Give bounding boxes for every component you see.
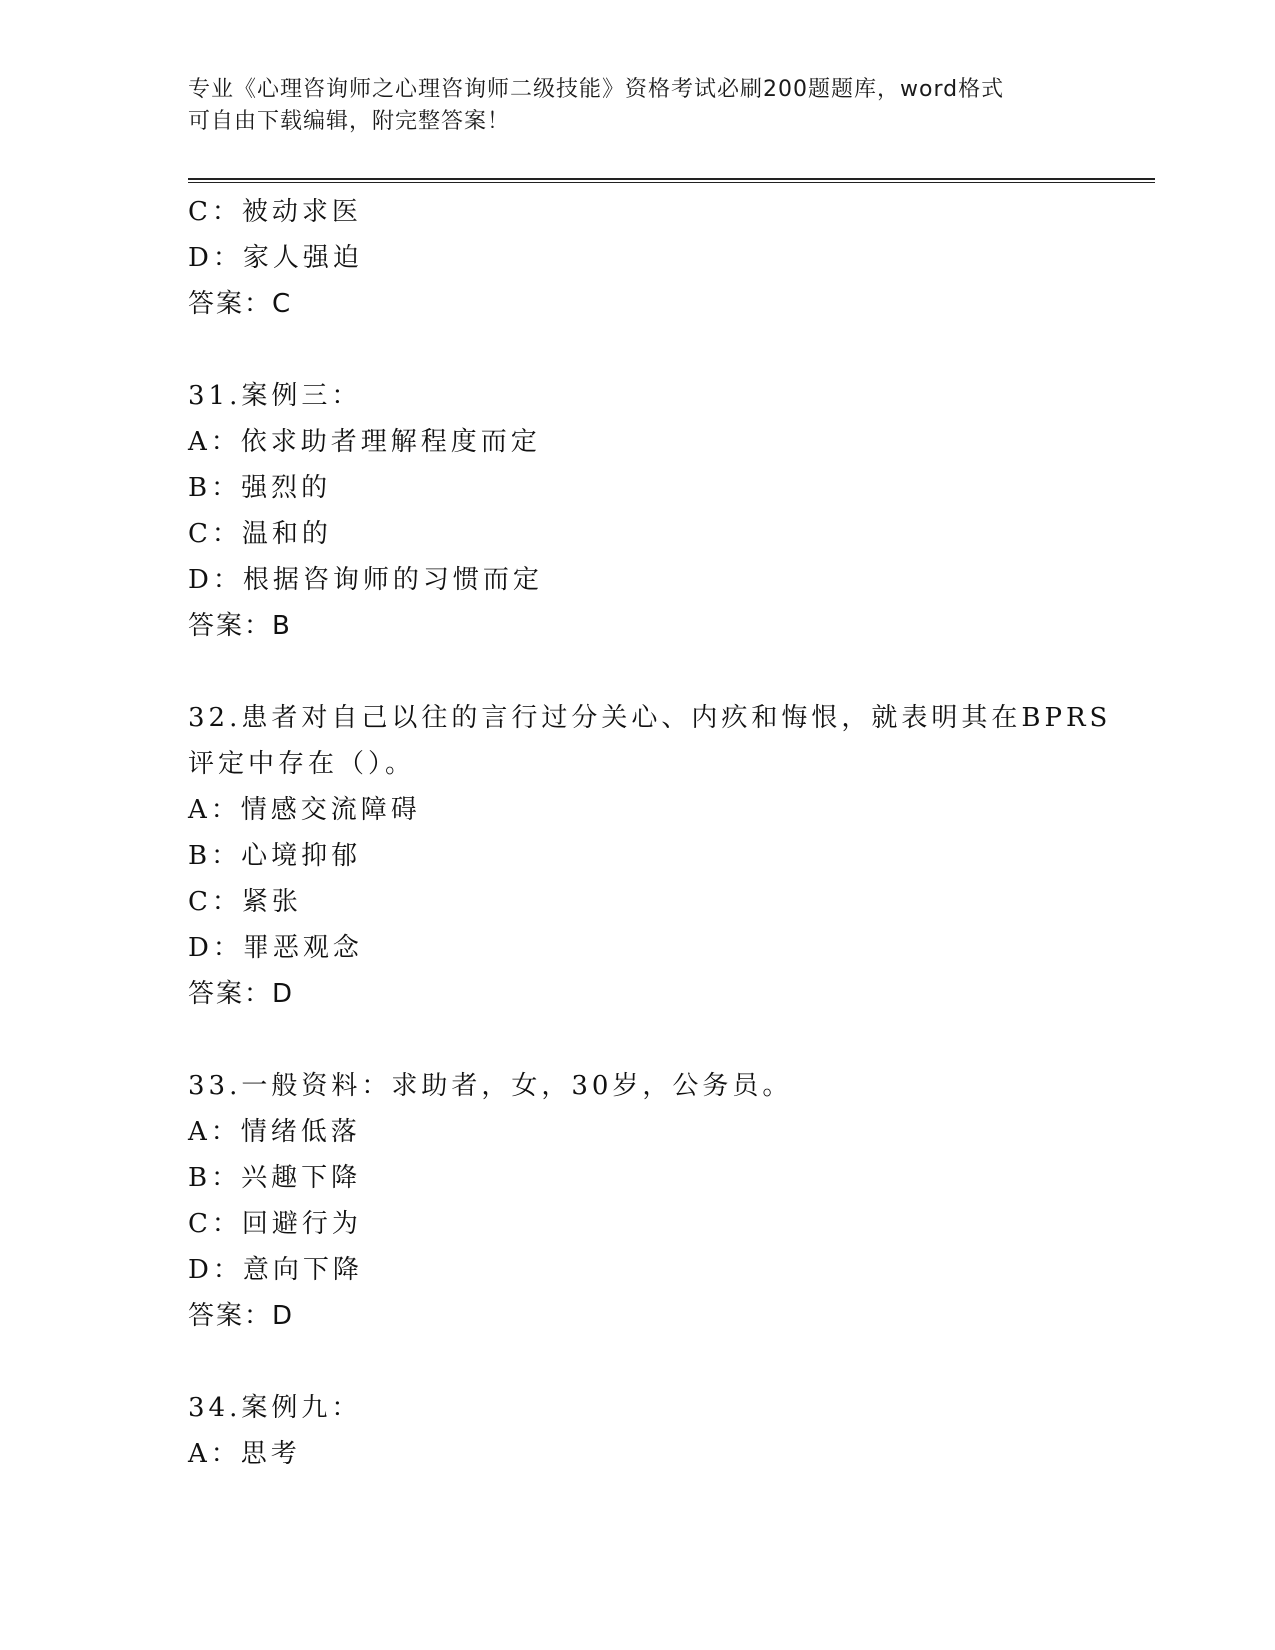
option-b: B：强烈的 — [188, 473, 332, 503]
question-33 — [188, 1063, 1108, 1339]
option-c: C：紧张 — [188, 887, 302, 917]
option-b: B：心境抑郁 — [188, 841, 362, 871]
option-a: A：依求助者理解程度而定 — [188, 427, 541, 457]
option-b: B：兴趣下降 — [188, 1163, 362, 1193]
question-stem: 33.一般资料：求助者，女，30岁，公务员。 — [188, 1071, 793, 1101]
answer-line: 答案：D — [188, 979, 295, 1009]
option-c: C：温和的 — [188, 519, 332, 549]
option-d: D：罪恶观念 — [188, 933, 363, 963]
option-a: A：思考 — [188, 1439, 301, 1469]
option-a: A：情感交流障碍 — [188, 795, 421, 825]
option-a: A：情绪低落 — [188, 1117, 361, 1147]
question-32 — [188, 695, 1112, 1017]
answer-line: 答案：D — [188, 1301, 295, 1331]
header-line-2: 可自由下载编辑，附完整答案！ — [188, 109, 511, 134]
document-header — [188, 74, 1068, 138]
header-line-1: 专业《心理咨询师之心理咨询师二级技能》资格考试必刷200题题库，word格式 — [188, 77, 1005, 102]
carryover-block — [188, 189, 1108, 327]
header-divider — [188, 178, 1155, 183]
question-31 — [188, 373, 1108, 649]
option-d: D：家人强迫 — [188, 243, 363, 273]
question-stem: 31.案例三： — [188, 381, 362, 411]
answer-line: 答案：C — [188, 289, 293, 319]
question-34 — [188, 1385, 1108, 1477]
option-c: C：回避行为 — [188, 1209, 362, 1239]
option-d: D：根据咨询师的习惯而定 — [188, 565, 543, 595]
answer-line: 答案：B — [188, 611, 292, 641]
option-d: D：意向下降 — [188, 1255, 363, 1285]
question-stem-continued: 评定中存在（）。 — [188, 749, 416, 779]
question-stem: 32.患者对自己以往的言行过分关心、内疚和悔恨，就表明其在BPRS — [188, 703, 1112, 733]
question-stem: 34.案例九： — [188, 1393, 362, 1423]
option-c: C：被动求医 — [188, 197, 362, 227]
question-list — [188, 189, 1112, 1477]
